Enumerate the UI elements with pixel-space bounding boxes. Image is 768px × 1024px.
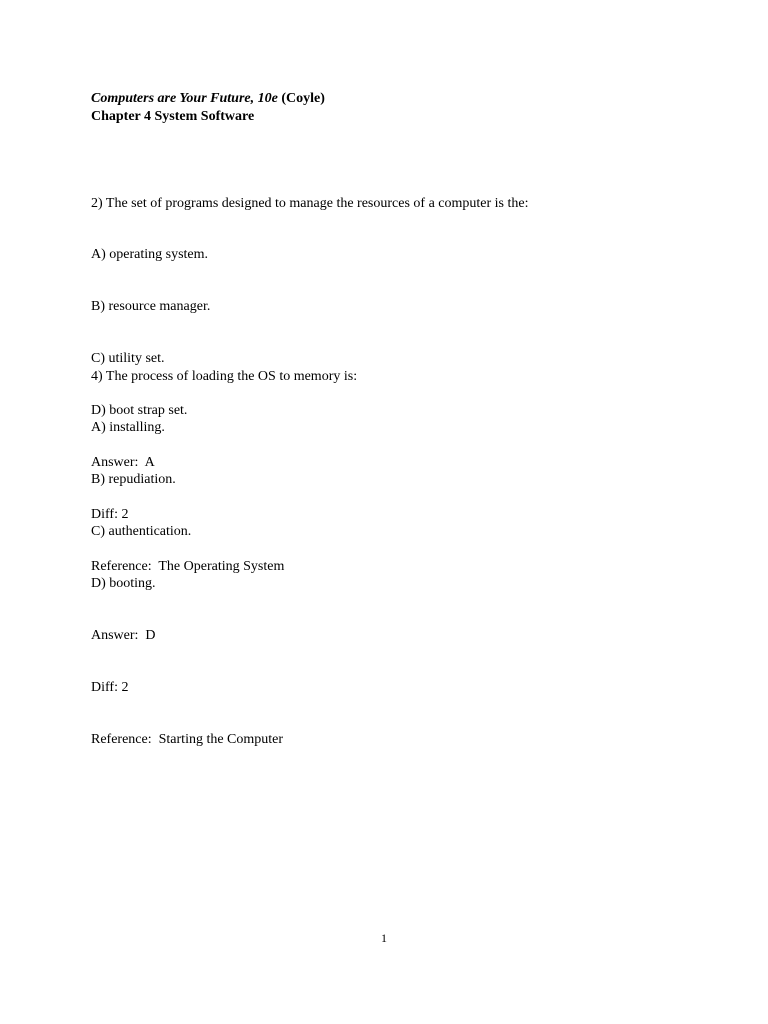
- answer-key: Answer: D: [91, 628, 156, 644]
- reference: Reference: The Operating System: [91, 558, 285, 574]
- question-prompt: 4) The process of loading the OS to memory is:: [91, 368, 358, 384]
- answer-option: C) authentication.: [91, 524, 192, 540]
- book-title: Computers are Your Future, 10e: [91, 91, 278, 106]
- page-number: 1: [381, 931, 387, 945]
- answer-option: D) boot strap set.: [91, 403, 188, 419]
- answer-option: A) installing.: [91, 420, 165, 436]
- title-line: [91, 90, 325, 108]
- question-prompt: 2) The set of programs designed to manage the resources of a computer is the:: [91, 195, 529, 211]
- reference: Reference: Starting the Computer: [91, 731, 284, 747]
- question-block: [91, 333, 357, 783]
- answer-option: D) booting.: [91, 576, 156, 592]
- answer-option: B) repudiation.: [91, 472, 176, 488]
- author: (Coyle): [281, 91, 325, 106]
- difficulty: Diff: 2: [91, 679, 129, 695]
- answer-option: A) operating system.: [91, 247, 209, 263]
- chapter-heading: Chapter 4 System Software: [91, 109, 255, 124]
- answer-option: C) utility set.: [91, 351, 165, 367]
- answer-option: B) resource manager.: [91, 299, 211, 315]
- answer-key: Answer: A: [91, 455, 155, 471]
- difficulty: Diff: 2: [91, 506, 129, 522]
- document-header: [91, 90, 325, 126]
